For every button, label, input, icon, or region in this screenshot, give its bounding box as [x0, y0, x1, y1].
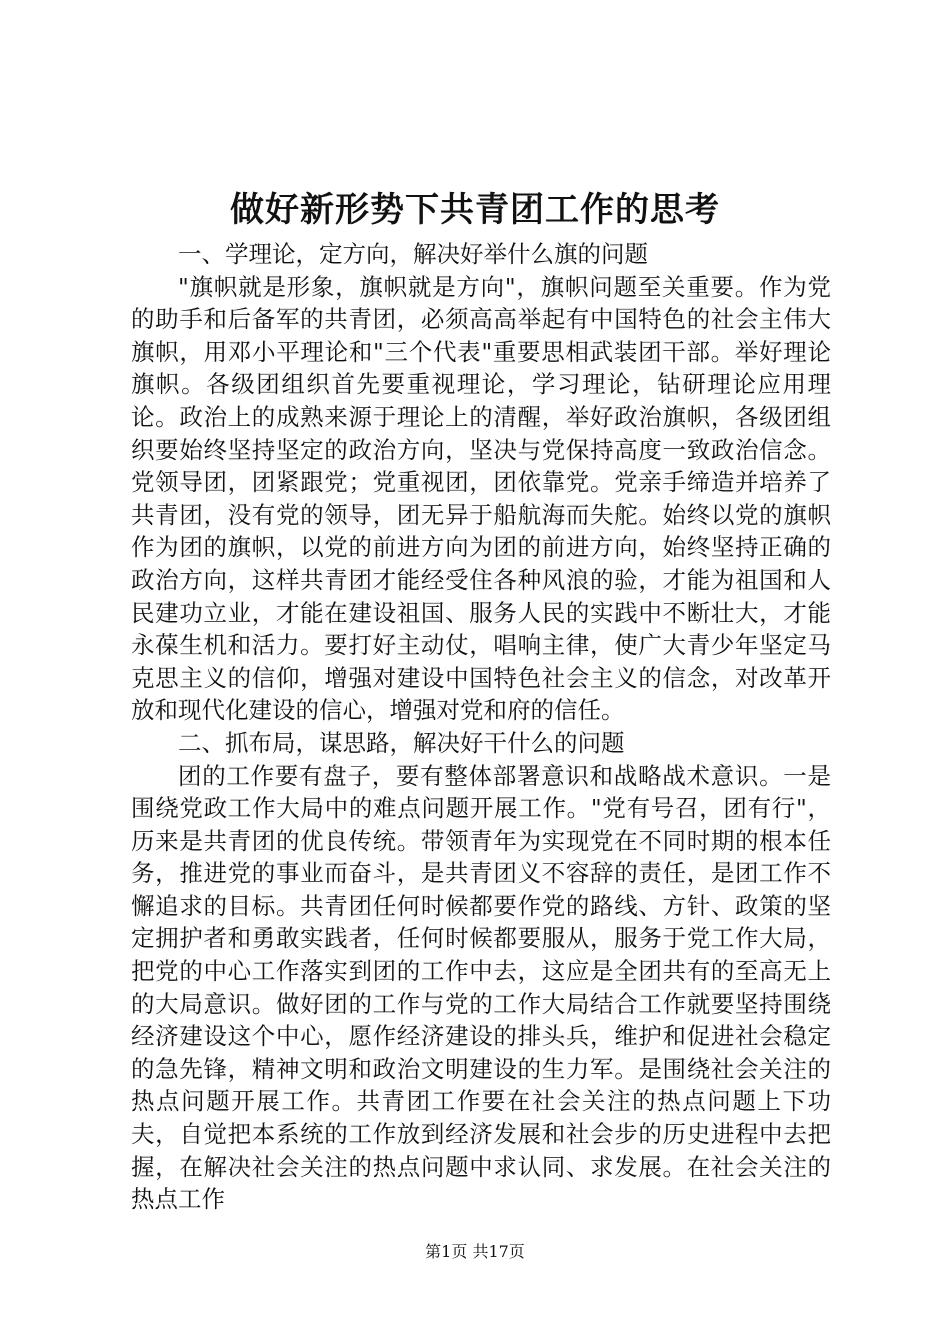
- page-footer: 第1页 共17页: [425, 1242, 525, 1261]
- body-paragraph-2: 团的工作要有盘子，要有整体部署意识和战略战术意识。一是围绕党政工作大局中的难点问题开展工作。"党有号召，团有行"，历来是共青团的优良传统。带领青年为实现党在不同时期的根本任务，推进党的事业而奋斗，是共青团义不容辞的责任，是团工作不懈追求的目标。共青团任何时候都要作党的路线、方针、政策的坚定拥护者和勇敢实践者，任何时候都要服从，服务于党工作大局，把党的中心工作落实到团的工作中去，这应是全团共有的至高无上的大局意识。做好团的工作与党的工作大局结合工作就要坚持围绕经济建设这个中心，愿作经济建设的排头兵，维护和促进社会稳定的急先锋，精神文明和政治文明建设的生力军。是围绕社会关注的热点问题开展工作。共青团工作要在社会关注的热点问题上下功夫，自觉把本系统的工作放到经济发展和社会步的历史进程中去把握，在解决社会关注的热点问题中求认同、求发展。在社会关注的热点工作: [131, 761, 831, 1214]
- document-body: [131, 238, 831, 1216]
- section-heading-2: 二、抓布局，谋思路，解决好干什么的问题: [178, 728, 625, 757]
- body-paragraph-1: "旗帜就是形象，旗帜就是方向"，旗帜问题至关重要。作为党的助手和后备军的共青团，必须高高举起有中国特色的社会主伟大旗帜，用邓小平理论和"三个代表"重要思相武装团干部。举好理论旗帜。各级团组织首先要重视理论，学习理论，钻研理论应用理论。政治上的成熟来源于理论上的清醒，举好政治旗帜，各级团组织要始终坚持坚定的政治方向，坚决与党保持高度一致政治信念。党领导团，团紧跟党；党重视团，团依靠党。党亲手缔造并培养了共青团，没有党的领导，团无异于船航海而失舵。始终以党的旗帜作为团的旗帜，以党的前进方向为团的前进方向，始终坚持正确的政治方向，这样共青团才能经受住各种风浪的验，才能为祖国和人民建功立业，才能在建设祖国、服务人民的实践中不断壮大，才能永葆生机和活力。要打好主动仗，唱响主律，使广大青少年坚定马克思主义的信仰，增强对建设中国特色社会主义的信念，对改革开放和现代化建设的信心，增强对党和府的信任。: [131, 272, 831, 725]
- section-heading-1: 一、学理论，定方向，解决好举什么旗的问题: [178, 240, 648, 268]
- document-title: 做好新形势下共青团工作的思考: [230, 190, 720, 230]
